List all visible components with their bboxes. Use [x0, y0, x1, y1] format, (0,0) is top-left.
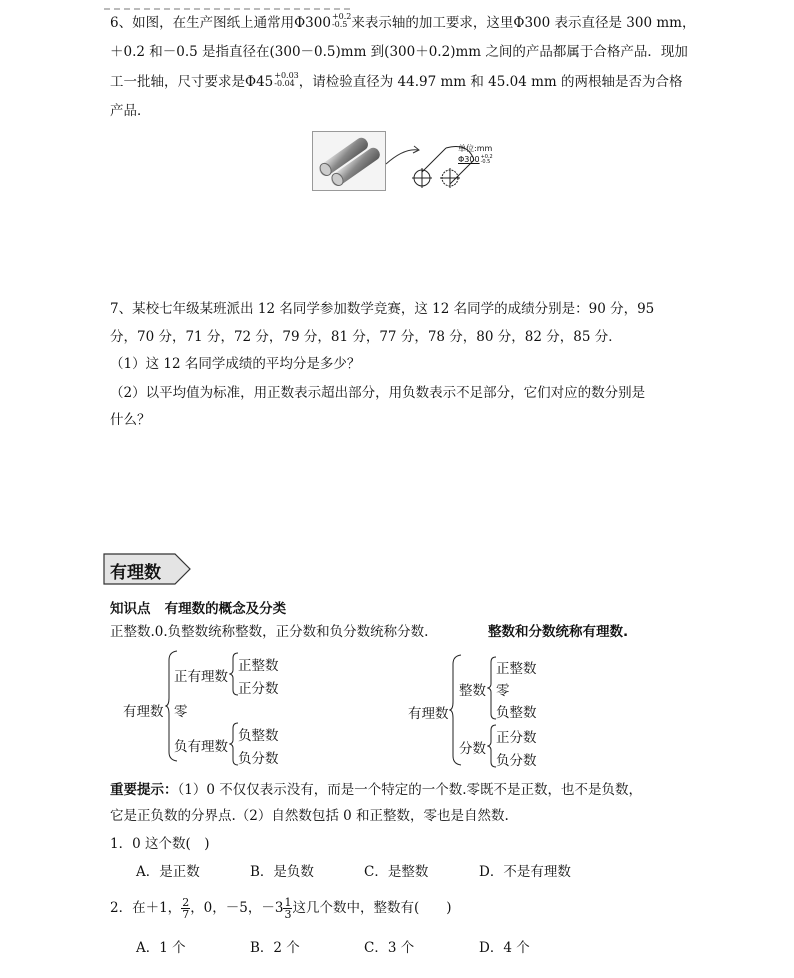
shafts-photo	[312, 131, 386, 191]
tree1-negative-integer: 负整数	[238, 728, 279, 744]
q7-part1: （1）这 12 名同学成绩的平均分是多少？	[110, 356, 361, 372]
important-tip-line2: 它是正负数的分界点.（2）自然数包括 0 和正整数，零也是自然数.	[110, 808, 509, 824]
definition-rational: 整数和分数统称有理数.	[488, 624, 629, 640]
tree2-positive-integer: 正整数	[496, 661, 537, 677]
definition-integers-fractions: 正整数.0.负整数统称整数，正分数和负分数统称分数.	[110, 624, 429, 640]
figure-dimension-label: Φ300 +0.2 -0.5	[458, 154, 493, 165]
tree2-root: 有理数	[408, 706, 449, 722]
exercise1-option-d: D．不是有理数	[479, 864, 571, 880]
section-tab	[103, 553, 191, 585]
q7-line2: 分，70 分，71 分，72 分，79 分，81 分，77 分，78 分，80 分，82 分，85 分．	[110, 329, 622, 345]
important-tip-label: 重要提示：	[110, 782, 178, 798]
q6-line1: 6、如图，在生产图纸上通常用Φ300 +0.2 -0.5 来表示轴的加工要求，这里Φ300 表示直径是 300 mm，	[110, 12, 696, 31]
tree1-negative-fraction: 负分数	[238, 751, 279, 767]
tree1-root: 有理数	[123, 704, 164, 720]
tree2-negative-fraction: 负分数	[496, 753, 537, 769]
exercise2-option-a: A．1 个	[136, 940, 186, 956]
knowledge-point-heading: 知识点 有理数的概念及分类	[110, 601, 287, 617]
tolerance-2: +0.03 -0.04	[274, 71, 299, 88]
fraction-one-third: $\frac{1}{3}$	[284, 896, 292, 921]
exercise2-option-d: D．4 个	[479, 940, 530, 956]
fraction-two-sevenths: $\frac{2}{7}$	[182, 896, 190, 921]
tree2-fraction: 分数	[459, 741, 486, 757]
figure-unit-label: 单位:mm	[458, 144, 493, 153]
exercise1-option-c: C．是整数	[364, 864, 429, 880]
tree1-positive-fraction: 正分数	[238, 681, 279, 697]
q7-part2-line1: （2）以平均值为标准，用正数表示超出部分，用负数表示不足部分，它们对应的数分别是	[110, 385, 646, 401]
tree1-positive-rational: 正有理数	[174, 669, 228, 685]
exercise1-option-a: A．是正数	[136, 864, 200, 880]
section-title: 有理数	[110, 563, 161, 583]
exercise1-stem: 1．0 这个数( )	[110, 836, 210, 852]
q6-line2: ＋0.2 和－0.5 是指直径在(300－0.5)mm 到(300＋0.2)mm 之间的产品都属于合格产品．现加	[110, 44, 688, 60]
tree1-positive-integer: 正整数	[238, 658, 279, 674]
tolerance-1: +0.2 -0.5	[331, 12, 352, 29]
q7-part2-line2: 什么？	[110, 412, 151, 428]
q6-line3: 工一批轴，尺寸要求是Φ45 +0.03 -0.04 ，请检验直径为 44.97 mm 和 45.04 mm 的两根轴是否为合格	[110, 71, 683, 90]
top-edge-remnant	[104, 0, 354, 4]
q6-line4: 产品．	[110, 103, 151, 119]
exercise1-option-b: B．是负数	[250, 864, 314, 880]
tree1-zero: 零	[174, 704, 188, 720]
exercise2-option-c: C．3 个	[364, 940, 415, 956]
tree2-positive-fraction: 正分数	[496, 730, 537, 746]
tree2-zero: 零	[496, 683, 510, 699]
exercise2-stem: 2．在＋1， $\frac{2}{7}$ ，0，－5，－3 $\frac{1}{3}$ 这几个数中，整数有( )	[110, 896, 452, 921]
tree2-integer: 整数	[459, 683, 486, 699]
tree1-negative-rational: 负有理数	[174, 739, 228, 755]
q7-line1: 7、某校七年级某班派出 12 名同学参加数学竞赛，这 12 名同学的成绩分别是：90 分，95	[110, 301, 655, 317]
important-tip-line1: 重要提示：（1）0 不仅仅表示没有，而是一个特定的一个数.零既不是正数，也不是负数，	[110, 782, 643, 798]
exercise2-option-b: B．2 个	[250, 940, 300, 956]
shaft-drawing	[384, 128, 514, 194]
tree2-negative-integer: 负整数	[496, 705, 537, 721]
